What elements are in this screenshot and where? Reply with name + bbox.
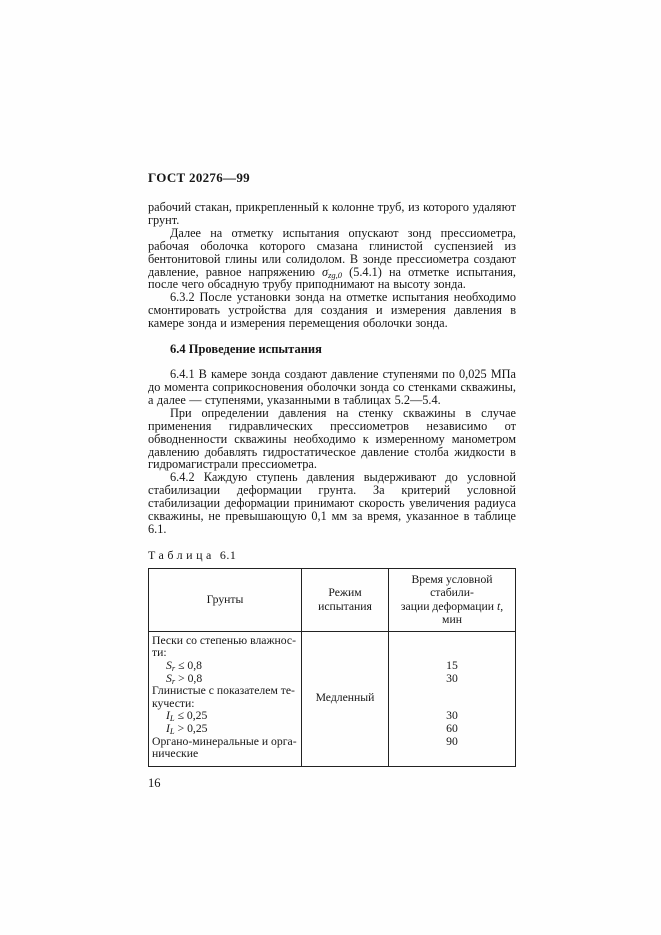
regime-value: Медленный: [315, 691, 375, 705]
saturation-subscript: r: [171, 663, 176, 674]
time-value: 30: [446, 709, 458, 723]
paragraph-6-3-2: 6.3.2 После установки зонда на отметке испытания необходимо смонтировать устройства для создания и измерения давления в камере зонда и измерения перемещения оболочки зонда.: [148, 290, 516, 331]
table-caption: [148, 548, 516, 563]
heading-6-4: 6.4 Проведение испытания: [170, 342, 322, 357]
time-value: [389, 635, 515, 648]
soil-condition-line: [149, 723, 301, 736]
soil-condition-line: [149, 710, 301, 723]
table-header-row: [149, 569, 515, 632]
table-header-soils: Грунты: [206, 593, 244, 607]
time-value: 90: [446, 734, 458, 748]
table-header-time-line1: Время условной стабили-: [411, 572, 493, 600]
document-code: ГОСТ 20276—99: [148, 170, 250, 185]
condition-text: ≤ 0,8: [175, 659, 203, 673]
time-value: 15: [446, 659, 458, 673]
condition-text: > 0,8: [175, 671, 203, 685]
paragraph-hydraulic-pressure: При определении давления на стенку скважины в случае применения гидравлических прессиометров независимо от обводненности скважины необходимо к измеренному манометром давлению добавлять гидростатическое давление столба жидкости в гидромагистрали прессиометра.: [148, 405, 516, 472]
condition-text: ≤ 0,25: [174, 709, 208, 723]
saturation-variable: S: [166, 659, 172, 673]
page-number: 16: [148, 775, 161, 790]
table-header-time-line2: [392, 600, 512, 627]
paragraph-continuation: рабочий стакан, прикрепленный к колонне труб, из которого удаляют грунт.: [148, 200, 516, 227]
condition-text: > 0,25: [174, 722, 208, 735]
liquidity-subscript: L: [169, 726, 175, 736]
time-column: [389, 632, 515, 766]
time-value: [389, 685, 515, 698]
paragraph-probe-install: [148, 227, 516, 292]
paragraph-6-4-2: 6.4.2 Каждую ступень давления выдерживают до условной стабилизации деформации грунта. За критерий условной стабилизации деформации принимают скорость увеличения радиуса скважины, не превышающую 0,1 мм за время, указанное в таблице 6.1.: [148, 470, 516, 536]
soil-line: Глинистые с показателем те-: [152, 684, 295, 698]
liquidity-variable: I: [166, 709, 170, 723]
table-body-row: [149, 632, 515, 766]
table-6-1: [148, 568, 516, 767]
saturation-subscript: r: [171, 675, 176, 686]
liquidity-subscript: L: [169, 713, 175, 724]
table-caption-word: Таблица: [148, 547, 215, 562]
soil-line: нические: [152, 747, 199, 761]
table-header-text: зации деформации: [400, 599, 497, 613]
regime-column: [301, 632, 389, 766]
sigma-symbol: σ: [322, 264, 329, 279]
paragraph-6-4-1: 6.4.1 В камере зонда создают давление ступенями по 0,025 МПа до момента соприкосновения оболочки зонда со стенками скважины, а далее — ступенями, указанными в таблицах 5.2—5.4.: [148, 367, 516, 407]
time-value: 60: [446, 722, 458, 735]
soil-line: Органо-минеральные и орга-: [152, 734, 297, 748]
table-header-time: [389, 569, 515, 631]
paragraph-text: Далее на отметку испытания опускают зонд прессиометра, рабочая оболочка которого смазана глинистой суспензией из бентонитовой глины или солидолом. В зонде прессиометра создают давление, равное напряжению: [148, 225, 516, 279]
page-content: [148, 170, 516, 791]
table-header-regime: Режим испытания: [301, 569, 389, 631]
soils-column: [149, 632, 301, 766]
time-value: 30: [446, 671, 458, 685]
sigma-subscript: zg,0: [328, 269, 343, 280]
table-header-text: , мин: [442, 599, 504, 627]
soil-line: ти:: [152, 646, 167, 660]
table-caption-number: 6.1: [219, 547, 237, 562]
saturation-variable: S: [166, 671, 172, 685]
liquidity-variable: I: [166, 722, 170, 735]
soil-line: кучести:: [152, 696, 195, 710]
soil-line: Пески со степенью влажнос-: [152, 633, 297, 647]
paragraph-text: (5.4.1) на отметке испытания, после чего обсадную трубу приподнимают на высоту зонда.: [148, 264, 516, 292]
time-variable: t: [496, 599, 501, 613]
time-value: [389, 748, 515, 761]
